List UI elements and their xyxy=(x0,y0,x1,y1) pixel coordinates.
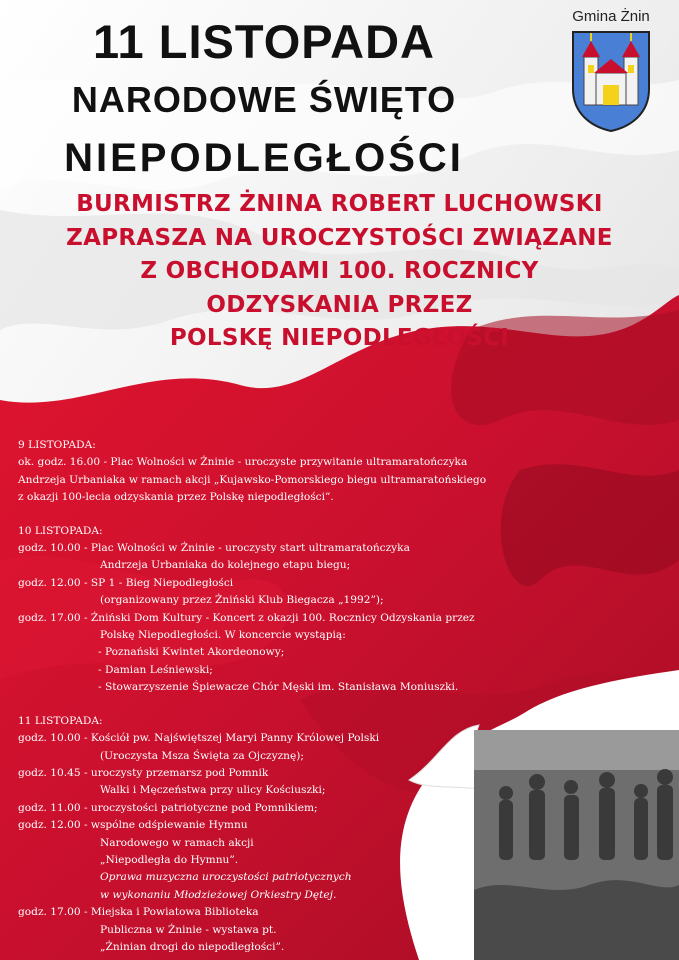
title-line-3: NIEPODLEGŁOŚCI xyxy=(64,136,464,180)
day-9-line: z okazji 100-lecia odzyskania przez Polskę niepodległości”. xyxy=(18,491,334,504)
performer-item: - Poznański Kwintet Akordeonowy; xyxy=(98,646,285,659)
invitation-line-5: POLSKĘ NIEPODLEGŁOŚCI xyxy=(169,325,510,351)
crest xyxy=(556,8,666,138)
title-line-1: 11 LISTOPADA xyxy=(93,15,435,68)
day-9-title: 9 LISTOPADA: xyxy=(18,439,96,451)
invitation xyxy=(0,188,679,356)
program xyxy=(18,437,578,956)
event-line: godz. 10.45 - uroczysty przemarsz pod Pomnik xyxy=(18,766,269,779)
event-note: w wykonaniu Młodzieżowej Orkiestry Dętej. xyxy=(100,888,337,901)
day-9-line: ok. godz. 16.00 - Plac Wolności w Żninie - uroczyste przywitanie ultramaratończyka xyxy=(18,456,468,469)
invitation-line-2: ZAPRASZA NA UROCZYSTOŚCI ZWIĄZANE xyxy=(66,224,613,251)
invitation-line-3: Z OBCHODAMI 100. ROCZNICY xyxy=(140,258,539,284)
event-line: Walki i Męczeństwa przy ulicy Kościuszki; xyxy=(100,784,326,797)
event-line: godz. 17.00 - Żniński Dom Kultury - Koncert z okazji 100. Rocznicy Odzyskania przez xyxy=(18,611,475,624)
event-line: godz. 10.00 - Plac Wolności w Żninie - uroczysty start ultramaratończyka xyxy=(18,542,410,555)
event-line: godz. 12.00 - SP 1 - Bieg Niepodległości xyxy=(18,576,234,589)
event-line: Narodowego w ramach akcji xyxy=(100,836,254,849)
performer-item: - Stowarzyszenie Śpiewacze Chór Męski im. Stanisława Moniuszki. xyxy=(98,681,459,694)
event-line: „Niepodległa do Hymnu”. xyxy=(100,853,239,866)
event-line: Andrzeja Urbaniaka do kolejnego etapu biegu; xyxy=(100,559,351,572)
event-line: godz. 10.00 - Kościół pw. Najświętszej Maryi Panny Królowej Polski xyxy=(18,732,380,745)
day-11-title: 11 LISTOPADA: xyxy=(18,714,103,727)
crest-label: Gmina Żnin xyxy=(572,8,650,25)
event-line: (organizowany przez Żniński Klub Biegacza „1992”); xyxy=(100,594,384,607)
day-10-title: 10 LISTOPADA: xyxy=(18,524,103,537)
performer-item: - Damian Leśniewski; xyxy=(98,663,213,676)
event-line: godz. 12.00 - wspólne odśpiewanie Hymnu xyxy=(18,819,248,832)
event-note: Oprawa muzyczna uroczystości patriotycznych xyxy=(100,871,352,884)
castle-crest-icon xyxy=(570,29,652,133)
event-line: „Żninian drogi do niepodległości”. xyxy=(100,940,285,953)
event-line: godz. 17.00 - Miejska i Powiatowa Biblioteka xyxy=(18,906,259,919)
title-line-2: NARODOWE ŚWIĘTO xyxy=(71,79,457,120)
event-line: Publiczna w Żninie - wystawa pt. xyxy=(100,923,277,936)
day-9-line: Andrzeja Urbaniaka w ramach akcji „Kujawsko-Pomorskiego biegu ultramaratońskiego xyxy=(18,473,487,486)
event-line: godz. 11.00 - uroczystości patriotyczne pod Pomnikiem; xyxy=(18,801,318,814)
invitation-line-1: BURMISTRZ ŻNINA ROBERT LUCHOWSKI xyxy=(76,191,603,217)
event-line: Polskę Niepodległości. W koncercie wystąpią: xyxy=(100,629,346,642)
event-line: (Uroczysta Msza Święta za Ojczyznę); xyxy=(100,749,304,762)
invitation-line-4: ODZYSKANIA PRZEZ xyxy=(206,291,473,318)
